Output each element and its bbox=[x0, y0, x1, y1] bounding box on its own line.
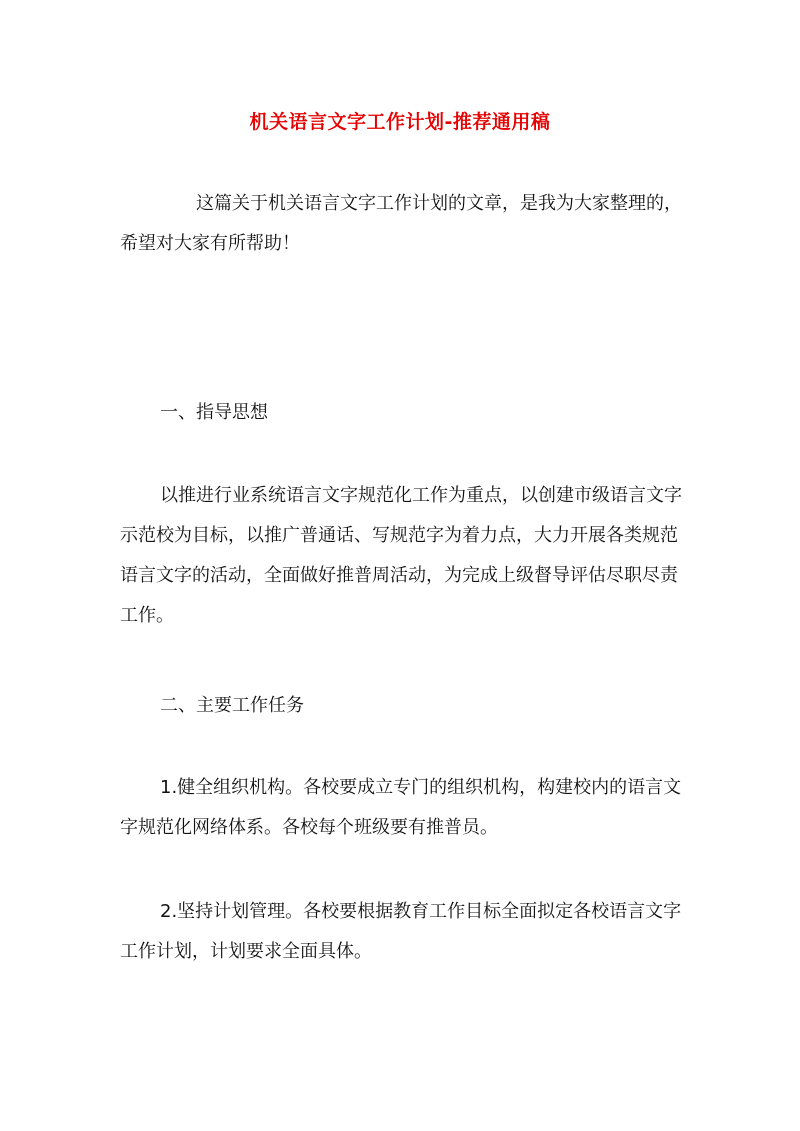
section-heading-guiding-ideology: 一、指导思想 bbox=[160, 402, 268, 423]
document-title: 机关语言文字工作计划-推荐通用稿 bbox=[249, 111, 551, 133]
section-heading-main-tasks: 二、主要工作任务 bbox=[160, 695, 304, 716]
task-2-paragraph: 2.坚持计划管理。各校要根据教育工作目标全面拟定各校语言文字工作计划，计划要求全面具体。 bbox=[120, 901, 682, 962]
intro-paragraph: 这篇关于机关语言文字工作计划的文章，是我为大家整理的，希望对大家有所帮助！ bbox=[120, 193, 682, 254]
section-1-paragraph: 以推进行业系统语言文字规范化工作为重点，以创建市级语言文字示范校为目标，以推广普通话、写规范字为着力点，大力开展各类规范语言文字的活动，全面做好推普周活动，为完成上级督导评估尽职尽责工作。 bbox=[120, 485, 682, 626]
task-1-paragraph: 1.健全组织机构。各校要成立专门的组织机构，构建校内的语言文字规范化网络体系。各校每个班级要有推普员。 bbox=[120, 777, 682, 838]
